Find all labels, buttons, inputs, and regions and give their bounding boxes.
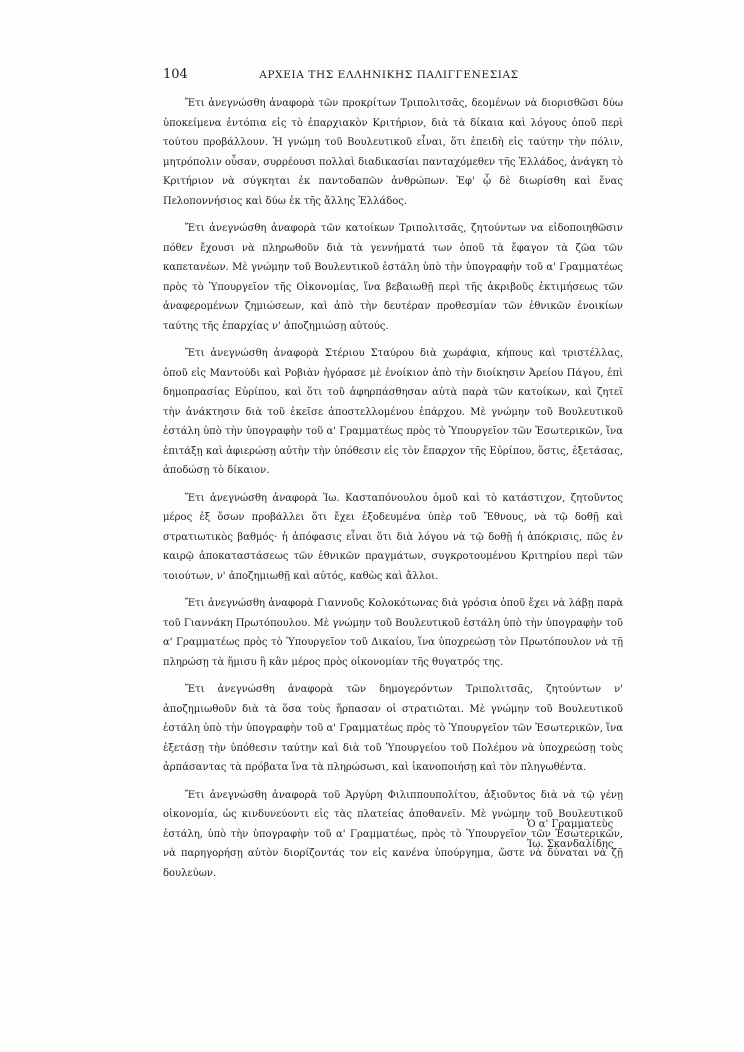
signature-title: Ὁ α' Γραμματεὺς <box>527 819 614 830</box>
paragraph-2: Ἔτι ἀνεγνώσθη ἀναφορὰ τῶν κατοίκων Τριπολιτσᾶς, ζητούντων να εἰδοποιηθῶσιν πόθεν ἔχουσι νὰ πληρωθοῦν διὰ τὰ γεννήματά των ὁποῦ τὰ ἔφαγον τὰ ζῶα τῶν καπετανέων. Μὲ γνώμην τοῦ Βουλευτικοῦ ἐστάλη ὑπὸ τὴν ὑπογραφὴν τοῦ α' Γραμματέως πρὸς τὸ Ὑπουργεῖον τῆς Οἰκονομίας, ἵνα βεβαιωθῇ περὶ τῆς ἀκριβοῦς ἐκτιμήσεως τῶν ἀναφερομένων ζημιώσεων, καὶ ἀπὸ τὴν δευτέραν προθεσμίαν τῶν ἐθνικῶν ἐνοικίων ταύτης τῆς ἐπαρχίας ν' ἀποζημιώσῃ αὐτούς. <box>163 223 623 332</box>
paragraph-4: Ἔτι ἀνεγνώσθη ἀναφορὰ Ἰω. Κασταπόνουλου ὁμοῦ καὶ τὸ κατάστιχον, ζητοῦντος μέρος ἐξ ὅσων προβάλλει ὅτι ἔχει ἐξοδευμένα ὑπὲρ τοῦ Ἔθνους, νὰ τῷ δοθῇ καὶ στρατιωτικὸς βαθμός· ἡ ἀπόφασις εἶναι ὅτι διὰ λόγου νὰ τῷ δοθῇ ἡ ἀπόκρισις, πῶς ἐν καιρῷ ἀποκαταστάσεως τῶν ἐθνικῶν πραγμάτων, συγκροτουμένου Κριτηρίου περὶ τῶν τοιούτων, ν' ἀποζημιωθῇ καὶ αὐτός, καθὼς καὶ ἄλλοι. <box>163 492 623 582</box>
paragraph-7: Ἔτι ἀνεγνώσθη ἀναφορὰ τοῦ Ἀργύρη Φιλιππουπολίτου, ἀξιοῦντος διὰ νὰ τῷ γένῃ οἰκονομία, ὡς κινδυνεύοντι εἰς τὰς πλατείας ἀποθανεῖν. Μὲ γνώμην τοῦ Βουλευτικοῦ ἐστάλη, ὑπὸ τὴν ὑπογραφὴν τοῦ α' Γραμματέως, πρὸς τὸ Ὑπουργεῖον τῶν Ἐσωτερικῶν, νὰ παρηγορήσῃ αὐτὸν διορίζοντάς τον εἰς κανένα ὑπούργημα, ὥστε νὰ δύναται νὰ ζῇ δουλεύων. <box>163 789 623 879</box>
paragraph-5: Ἔτι ἀνεγνώσθη ἀναφορὰ Γιαννοῦς Κολοκότωνας διὰ γρόσια ὁποῦ ἔχει νὰ λάβῃ παρὰ τοῦ Γιαννάκη Πρωτόπουλου. Μὲ γνώμην τοῦ Βουλευτικοῦ ἐστάλη ὑπὸ τὴν ὑπογραφὴν τοῦ α' Γραμματέως πρὸς τὸ Ὑπουργεῖον τοῦ Δικαίου, ἵνα ὑποχρεώσῃ τὸν Πρωτόπουλον νὰ τῇ πληρώσῃ τὰ ἥμισυ ἢ κἂν μέρος πρὸς οἰκονομίαν τῆς θυγατρός της. <box>163 598 623 668</box>
paragraph-3: Ἔτι ἀνεγνώσθη ἀναφορὰ Στέριου Σταύρου διὰ χωράφια, κήπους καὶ τριστέλλας, ὁποῦ εἰς Μαντούδι καὶ Ροβιὰν ἠγόρασε μὲ ἐνοίκιον ἀπὸ τὴν διοίκησιν Ἀρείου Πάγου, ἐπὶ δημοπρασίας Εὐρίπου, καὶ ὅτι τοῦ ἀφηρπάσθησαν αὐτὰ παρὰ τῶν κατοίκων, καὶ ζητεῖ τὴν ἀνάκτησιν διὰ τοῦ ἐκεῖσε ἀποστελλομένου ἐπάρχου. Μὲ γνώμην τοῦ Βουλευτικοῦ ἐστάλη ὑπὸ τὴν ὑπογραφὴν τοῦ α' Γραμματέως πρὸς τὸ Ὑπουργεῖον τῶν Ἐσωτερικῶν, ἵνα ἐπιτάξῃ καὶ ἀφιερώσῃ αὐτὴν τὴν ὑπόθεσιν εἰς τὸν ἔπαρχον τῆς Εὐρίπου, ὅστις, ἐξετάσας, ἀποδώσῃ τὸ δίκαιον. <box>163 348 623 476</box>
page-header <box>163 66 615 84</box>
running-title: ΑΡΧΕΙΑ ΤΗΣ ΕΛΛΗΝΙΚΗΣ ΠΑΛΙΓΓΕΝΕΣΙΑΣ <box>259 69 519 81</box>
page-number: 104 <box>163 67 188 82</box>
paragraph-6: Ἔτι ἀνεγνώσθη ἀναφορὰ τῶν δημογερόντων Τριπολιτσᾶς, ζητούντων ν' ἀποζημιωθοῦν διὰ τὰ ὅσα τοὺς ἥρπασαν οἱ στρατιῶται. Μὲ γνώμην τοῦ Βουλευτικοῦ ἐστάλη ὑπὸ τὴν ὑπογραφὴν τοῦ α' Γραμματέως πρὸς τὸ Ὑπουργεῖον τῶν Ἐσωτερικῶν, ἵνα ἐξετάσῃ τὴν ὑπόθεσιν ταύτην καὶ διὰ τοῦ Ὑπουργείου τοῦ Πολέμου νὰ ὑποχρεώσῃ τοὺς ἁρπάσαντας τὰ πρόβατα ἵνα τὰ πληρώσωσι, καὶ ἱκανοποιήσῃ καὶ τὸν πληγωθέντα. <box>163 684 623 773</box>
paragraph-1: Ἔτι ἀνεγνώσθη ἀναφορὰ τῶν προκρίτων Τριπολιτσᾶς, δεομένων νὰ διορισθῶσι δύω ὑποκείμενα ἐντόπια εἰς τὸ ἐπαρχιακὸν Κριτήριον, διὰ τὰ δίκαια καὶ λόγους ὁποῦ περὶ τούτου προβάλλουν. Ἡ γνώμη τοῦ Βουλευτικοῦ εἶναι, ὅτι ἐπειδὴ εἰς ταύτην τὴν πόλιν, μητρόπολιν οὖσαν, συρρέουσι πολλαὶ διαδικασίαι πανταχόμεθεν τῆς Ἑλλάδος, ἀνάγκη τὸ Κριτήριον νὰ σύγκηται ἐκ παντοδαπῶν ἀνθρώπων. Ἐφ' ᾧ δὲ διωρίσθη καὶ ἕνας Πελοποννήσιος καὶ δύω ἐκ τῆς ἄλλης Ἑλλάδος. <box>163 98 623 207</box>
signature-block <box>527 815 614 854</box>
signature-name: Ἰω. Σκανδαλίδης <box>527 838 614 850</box>
document-body <box>163 94 623 891</box>
